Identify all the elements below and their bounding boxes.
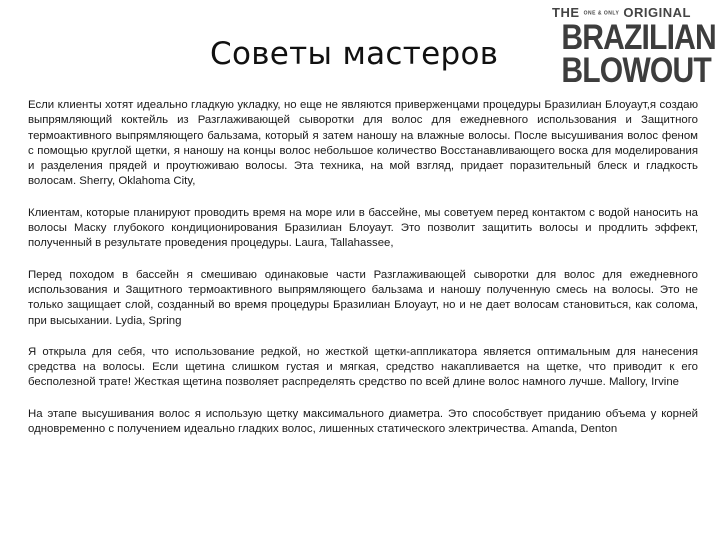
- logo-line1: BRAZILIAN: [561, 17, 716, 57]
- tip-paragraph: На этапе высушивания волос я использую щетку максимального диаметра. Это способствует приданию объема у корней одновременно с получением идеально гладких волос, лишенных статического электричества. Amanda, Denton: [28, 407, 698, 436]
- page-title: Советы мастеров: [210, 36, 499, 72]
- logo-small: ONE & ONLY: [583, 10, 620, 17]
- tip-paragraph: Я открыла для себя, что использование редкой, но жесткой щетки-аппликатора является оптимальным для нанесения средства на волосы. Если щетина слишком густая и мягкая, средство накапливается на щетке, что приводит к его бесполезной трате! Жесткая щетина позволяет распределять средство по всей длине волос намного лучше. Mallory, Irvine: [28, 345, 698, 389]
- logo-original: ORIGINAL: [623, 5, 691, 20]
- logo-the: THE: [552, 5, 580, 20]
- brand-logo: [552, 5, 716, 90]
- logo-line2: BLOWOUT: [561, 50, 711, 90]
- tip-paragraph: Перед походом в бассейн я смешиваю одинаковые части Разглаживающей сыворотки для волос для ежедневного использования и Защитного термоактивного выпрямляющего бальзама и наношу полученную смесь на волосы. Это не только защищает слой, созданный во время процедуры Бразилиан Блоуаут, но и не дает волосам становиться, как солома, при высыхании. Lydia, Spring: [28, 268, 698, 327]
- tips-content: [28, 98, 698, 453]
- tip-paragraph: Если клиенты хотят идеально гладкую укладку, но еще не являются приверженцами процедуры Бразилиан Блоуаут,я создаю выпрямляющий коктейль из Разглаживающей сыворотки для волос для ежедневного использования и Защитного термоактивного выпрямляющего бальзама, который я затем наношу на влажные волосы. После высушивания волос феном с помощью круглой щетки, я наношу на концы волос небольшое количество Восстанавливающего воска для моделирования и разделения прядей и проутюживаю волосы. Эта техника, на мой взгляд, придает поразительный блеск и гладкость волосам. Sherry, Oklahoma City,: [28, 99, 698, 188]
- tip-paragraph: Клиентам, которые планируют проводить время на море или в бассейне, мы советуем перед контактом с водой наносить на волосы Маску глубокого кондиционирования Бразилиан Блоуаут. Это позволит защитить волосы и продлить эффект, полученный в результате проведения процедуры. Laura, Tallahassee,: [28, 206, 698, 250]
